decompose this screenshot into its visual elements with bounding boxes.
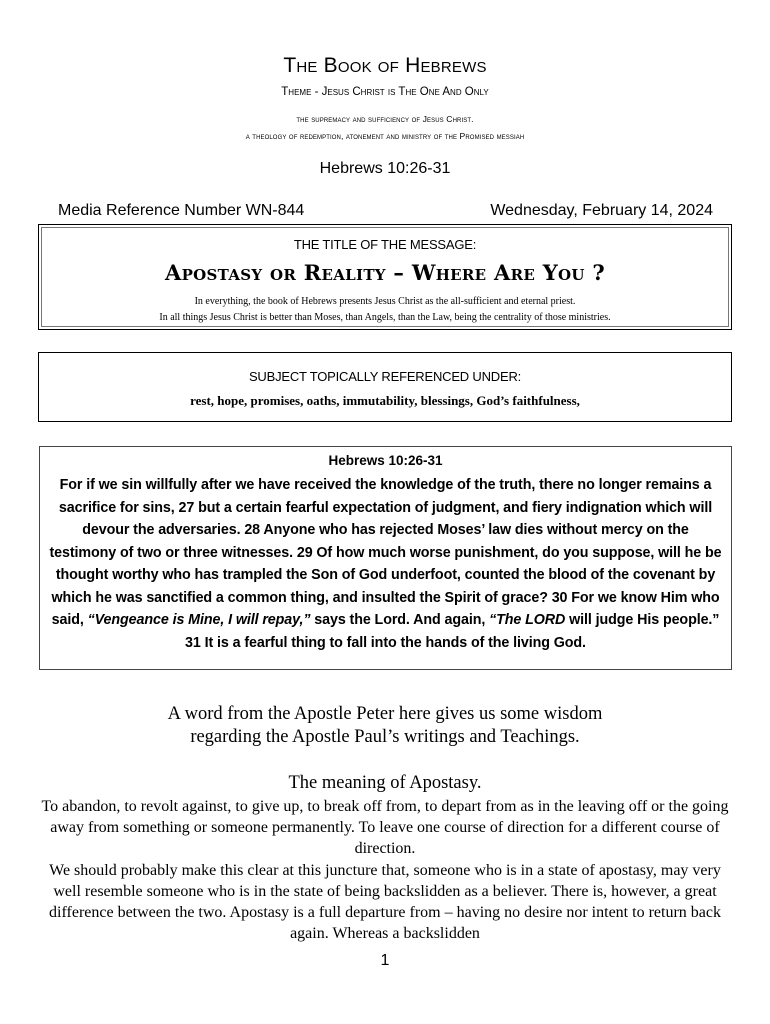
description-line-2: In all things Jesus Christ is better than Moses, than Angels, than the Law, being the centrality of those ministries. — [159, 312, 611, 323]
scripture-reference: Hebrews 10:26-31 — [319, 160, 451, 177]
subtitle-line-1: the supremacy and sufficiency of Jesus Christ. — [296, 114, 474, 124]
meaning-paragraph-1: To abandon, to revolt against, to give up, to break off from, to depart from as in the leaving off or the going away from something or someone permanently. To leave one course of direction for a different course of direction. — [41, 798, 729, 858]
verse-quote-1: “Vengeance is Mine, I will repay,” — [87, 612, 311, 628]
verse-heading: Hebrews 10:26-31 — [328, 453, 443, 468]
verse-quote-2: “The LORD — [489, 612, 566, 628]
verse-box — [39, 446, 732, 670]
subtitle-line-2: a theology of redemption, atonement and ministry of the Promised messiah — [245, 131, 525, 141]
theme-line: Theme - Jesus Christ is The One And Only — [281, 86, 489, 98]
page-number: 1 — [380, 952, 390, 969]
meaning-body — [40, 796, 730, 944]
subject-label: SUBJECT TOPICALLY REFERENCED UNDER: — [248, 369, 522, 384]
book-title: The Book of Hebrews — [283, 54, 487, 77]
peter-intro — [0, 703, 770, 749]
meaning-heading: The meaning of Apostasy. — [288, 773, 482, 793]
message-date: Wednesday, February 14, 2024 — [490, 202, 713, 219]
message-title: Apostasy or Reality – Where Are You ? — [165, 260, 605, 285]
description-line-1: In everything, the book of Hebrews presents Jesus Christ as the all-sufficient and eternal priest. — [194, 296, 576, 307]
title-box — [38, 224, 732, 330]
verse-text-part-2: says the Lord. And again, — [310, 612, 490, 628]
subject-box — [38, 352, 732, 422]
title-label: THE TITLE OF THE MESSAGE: — [293, 237, 477, 252]
media-reference: Media Reference Number WN-844 — [58, 202, 305, 219]
subject-topics: rest, hope, promises, oaths, immutability, blessings, God’s faithfulness, — [190, 393, 580, 408]
verse-text — [48, 474, 723, 654]
meaning-paragraph-2: We should probably make this clear at this juncture that, someone who is in a state of apostasy, may very well resemble someone who is in the state of being backslidden as a believer. There is, however, a great difference between the two. Apostasy is a full departure from – having no desire nor intent to return back again. Whereas a backslidden — [49, 861, 721, 943]
peter-intro-line-2: regarding the Apostle Paul’s writings and Teachings. — [190, 727, 580, 747]
peter-intro-line-1: A word from the Apostle Peter here gives us some wisdom — [167, 704, 603, 724]
verse-text-part-1: For if we sin willfully after we have received the knowledge of the truth, there no longer remains a sacrifice for sins, 27 but a certain fearful expectation of judgment, and fiery indignation which will devour the adversaries. 28 Anyone who has rejected Moses’ law dies without mercy on the testimony of two or three witnesses. 29 Of how much worse punishment, do you suppose, will he be thought worthy who has trampled the Son of God underfoot, counted the blood of the covenant by which he was sanctified a common thing, and insulted the Spirit of grace? 30 For we know Him who said, — [49, 477, 722, 628]
verse-text-part-3: will judge His people.” 31 It is a fearful thing to fall into the hands of the living God. — [185, 612, 720, 651]
